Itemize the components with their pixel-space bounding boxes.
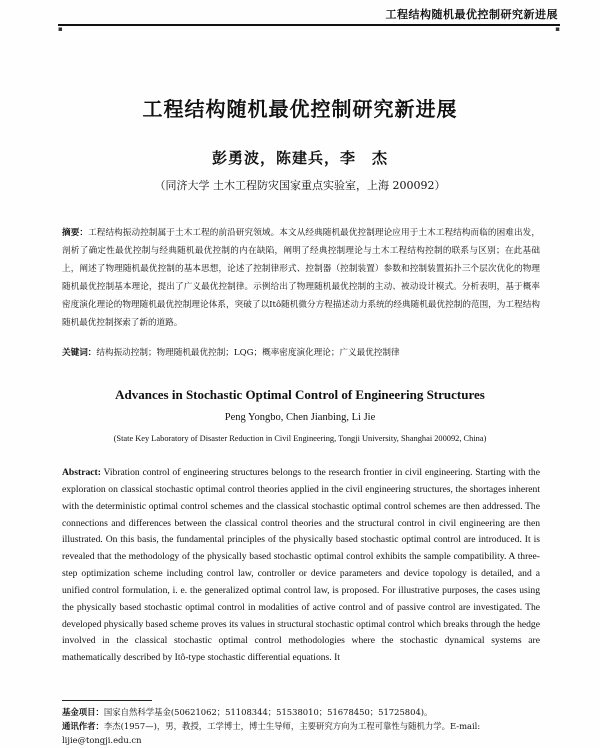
author-label: 通讯作者： — [62, 721, 104, 731]
chinese-abstract — [62, 225, 540, 332]
fund-label: 基金项目： — [62, 707, 104, 717]
english-title: Advances in Stochastic Optimal Control of Engineering Structures — [115, 387, 485, 402]
chinese-abstract-text: 工程结构振动控制属于土木工程的前沿研究领域。本文从经典随机最优控制理论应用于土木工程结构而临的困难出发，剖析了确定性最优控制与经典随机最优控制的内在缺陷，阐明了经典控制理论与土木工程结构控制的联系与区别；在此基础上，阐述了物理随机最优控制的基本思想，论述了控制律形式、控制器（控制装置）参数和控制装置拓扑三个层次优化的物理随机最优控制基本理论，提出了广义最优控制律。示例给出了物理随机最优控制的主动、被动设计模式。分析表明，基于概率密度演化理论的物理随机最优控制理论体系，突破了以Itô随机微分方程描述动力系统的经典随机最优控制的范围，为工程结构随机最优控制探索了新的道路。 — [62, 228, 540, 328]
fund-footnote — [62, 705, 540, 719]
english-abstract-label: Abstract: — [62, 467, 101, 478]
english-abstract-text: Vibration control of engineering structures belongs to the research frontier in civil engineering. Starting with the exploration on classical stochastic optimal control theories applied in the civil engineering structures, the shortages inherent with the deterministic optimal control schemes and the classical stochastic optimal control schemes are then addressed. The connections and differences between the classical control theories and the structural control in civil engineering are then illustrated. On this basis, the fundamental principles of the physically based stochastic optimal control are introduced. It is revealed that the methodology of the physically based stochastic optimal control exhibits the sample compatibility. A three-step optimization scheme including control law, controller or device parameters and device topology is detailed, and a unified control formulation, i. e. the generalized optimal control law, is proposed. For illustrative purposes, the cases using the physically based stochastic optimal control in modalities of active control and of passive control are investigated. The developed physically based scheme proves its values in structural stochastic optimal control which breaks through the hedge involved in the classical stochastic optimal control methodologies where the stochastic dynamical systems are mathematically described by Itô-type stochastic differential equations. It — [62, 467, 540, 664]
corner-mark: ▪ — [58, 25, 63, 33]
corner-mark: ▪ — [555, 25, 560, 33]
footnote-rule — [62, 700, 152, 701]
footnotes — [62, 705, 540, 747]
chinese-abstract-label: 摘要： — [62, 228, 89, 238]
chinese-authors: 彭勇波，陈建兵，李 杰 — [211, 149, 388, 167]
author-footnote — [62, 719, 540, 747]
chinese-affiliation: （同济大学 土木工程防灾国家重点实验室，上海 200092） — [154, 179, 446, 192]
chinese-title: 工程结构随机最优控制研究新进展 — [142, 97, 458, 121]
running-header-title: 工程结构随机最优控制研究新进展 — [385, 8, 558, 21]
chinese-keywords-text: 结构振动控制；物理随机最优控制；LQG；概率密度演化理论；广义最优控制律 — [96, 348, 400, 358]
english-affiliation: (State Key Laboratory of Disaster Reduction in Civil Engineering, Tongji University, Shanghai 200092, China) — [113, 434, 487, 443]
author-text: 李杰(1957—)，男，教授，工学博士，博士生导师，主要研究方向为工程可靠性与随机力学。E-mail: lijie@tongji.edu.cn — [62, 721, 481, 745]
running-header — [0, 0, 600, 33]
fund-text: 国家自然科学基金(50621062；51108344；51538010；51678450；51725804)。 — [103, 707, 433, 717]
chinese-keywords — [62, 346, 540, 360]
english-abstract — [62, 465, 540, 667]
chinese-keywords-label: 关键词： — [62, 348, 97, 358]
header-rule — [58, 24, 560, 26]
english-authors: Peng Yongbo, Chen Jianbing, Li Jie — [224, 412, 376, 423]
